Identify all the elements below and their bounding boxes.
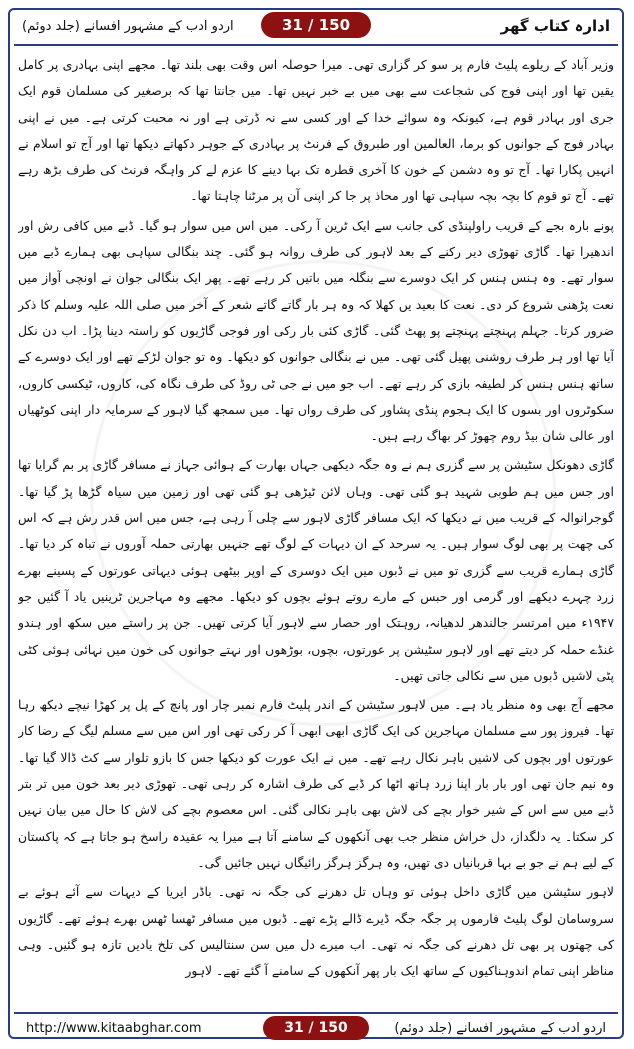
paragraph-2: پونے بارہ بجے کے قریب راولپنڈی کی جانب سے ایک ٹرین آ رکی۔ میں اس میں سوار ہو گیا۔ ڈبے میں کافی رش اور اندھیرا تھا۔ گاڑی تھوڑی دیر رکنے کے بعد لاہور کی طرف روانہ ہو گئی۔ چند بنگالی سپاہی بھی ہمارے ڈبے میں سوار تھے۔ وہ ہنس ہنس کر ایک دوسرے سے بنگلہ میں باتیں کر رہے تھے۔ پھر ایک بنگالی جوان نے اونچی آواز میں نعت پڑھنی شروع کر دی۔ نعت کا بعید یں کھلا کہ وہ ہر بار گاتے گاتے شعر کے آخر میں صلی اللہ علیہ وسلم کا ذکر ضرور کرتا۔ جہلم پہنچتے پہنچتے پو پھٹ گئی۔ گاڑی کئی بار رکی اور فوجی گاڑیوں کو راستہ دینا پڑا۔ اب دن نکل آیا تھا اور ہر طرف روشنی پھیل گئی تھی۔ میں نے بنگالی جوانوں کو دیکھا۔ وہ تو جوان لڑکے تھے اور ایک دوسرے کے ساتھ ہنس ہنس کر لطیفہ بازی کر رہے تھے۔ اب جو میں نے جی ٹی روڈ کی طرف نگاہ کی، کاروں، ٹیکسی کاروں، سکوٹروں اور بسوں کا ایک ہجوم پنڈی پشاور کی طرف رواں تھا۔ میں سمجھ گیا لاہور کے سرمایہ دار اپنی کوٹھیاں اور عالی شان بیڈ روم چھوڑ کر بھاگ رہے ہیں۔ [18,217,614,444]
book-title-footer: اردو ادب کے مشہور افسانے (جلد دوئم) [394,1020,606,1036]
paragraph-3: گاڑی دھونکل سٹیشن پر سے گزری ہم نے وہ جگہ دیکھی جہاں بھارت کے ہوائی جہاز نے مسافر گاڑی پر بم گرایا تھا اور جس میں ہم طوبی شہید ہو گئی تھی۔ وہاں لائن ٹیڑھی ہو گئی تھی اور زمین میں سیاہ گڑھا پڑ گیا تھا۔ گوجرانوالہ کے قریب میں نے دیکھا کہ ایک مسافر گاڑی لاہور سے چلی آ رہی ہے، جس میں اس قدر رش ہے کہ اس کی چھت پر بھی لوگ سوار ہیں۔ یہ سرحد کے ان دیہات کے لوگ تھے جنہیں بھارتی حملہ آوروں نے تباہ کر دیا تھا۔ گاڑی ہمارے قریب سے گزری تو میں نے ڈبوں میں ایک دوسری کے اوپر بیٹھی ہوئی دیہاتی عورتوں کے پسینے بھرے زرد چہرے دیکھے اور گرمی اور حبس کے مارے روتے ہوئے بچوں کو دیکھا۔ مجھے وہ مہاجرین ٹرینیں یاد آ گئیں جو ۱۹۴۷ء میں امرتسر جالندھر لدھیانہ، روہتک اور حصار سے لاہور آیا کرتی تھیں۔ جن پر راستے میں سکھ اور ہندو غنڈے حملہ کر دیتے تھے اور لاہور سٹیشن پر عورتوں، بچوں، بوڑھوں اور نہتے جوانوں کی خون میں نہائی ہوئی کٹی پٹی لاشیں ڈبوں میں سے نکالی جاتی تھیں۔ [18,457,614,683]
story-text [18,52,614,1004]
paragraph-5: لاہور سٹیشن میں گاڑی داخل ہوئی تو وہاں تل دھرنے کی جگہ نہ تھی۔ باڈر ایریا کے دیہات سے آئے ہوئے بے سروسامان لوگ پلیٹ فارموں پر جگہ جگہ ڈیرے ڈالے پڑے تھے۔ ڈبوں میں مسافر ٹھسا ٹھس بھرے ہوئے تھے۔ گاڑیوں کی چھتوں پر بھی تل دھرنے کی جگہ نہ تھی۔ اب میرے دل میں سن سنتالیس کی تلخ یادیں تازہ ہو گئیں۔ وہی مناظر اپنی تمام اندوہناکیوں کے ساتھ ایک بار پھر آنکھوں کے سامنے آ گئے تھے۔ لاہور [18,884,614,979]
page-number-badge-top: 31 / 150 [261,12,371,38]
header-divider [14,44,618,46]
page-number-badge-bottom: 31 / 150 [263,1016,369,1040]
paragraph-1: وزیر آباد کے ریلوے پلیٹ فارم پر سو کر گزاری تھی۔ میرا حوصلہ اس وقت بھی بلند تھا۔ مجھے اپنی بہادری پر کامل یقین تھا اور اپنی فوج کی شجاعت سے بھی میں بے خبر نہیں تھا۔ میں جانتا تھا کہ برصغیر کی مسلمان قوم ایک جری اور بہادر قوم ہے، کیونکہ وہ سوائے خدا کے اور کسی سے نہ ڈرتی ہے اور نہ محبت کرتی ہے۔ میں نے اپنی بہادر فوج کے جوانوں کو برما، العالمین اور طبروق کے فرنٹ پر بہادری کے جوہر دکھاتے دیکھا تھا اور آج تو اسلام نے انہیں پکارا تھا۔ آج تو وہ دشمن کے خون کا آخری قطرہ تک بہا دینے کا عزم لے کر واہگہ فرنٹ کی طرف بڑھ رہے تھے۔ آج تو قوم کا بچہ بچہ سپاہی تھا اور محاذ پر جا کر اپنی آن پر مرٹنا چاہتا تھا۔ [18,57,614,204]
paragraph-4: مجھے آج بھی وہ منظر یاد ہے۔ میں لاہور سٹیشن کے اندر پلیٹ فارم نمبر چار اور پانچ کے پل پر کھڑا نیچے دیکھ رہا تھا۔ فیروز پور سے مسلمان مہاجرین کی ایک گاڑی ابھی ابھی آ کر رکی تھی اور اس میں سے مسلم لیگ کے رضا کار عورتوں اور بچوں کی لاشیں باہر نکال رہے تھے۔ میں نے ایک عورت کو دیکھا جس کا بازو تلوار سے کٹ ڈالا گیا تھا۔ وہ نیم جان تھی اور بار بار اپنا زرد ہاتھ اٹھا کر ڈبے کی طرف اشارہ کر رہی تھی۔ تھوڑی دیر بعد خون میں تر بتر ڈبے میں سے اس کے شیر خوار بچے کی لاش بھی باہر نکالی گئی۔ اس معصوم بچے کی لاش کا حال میں بیان نہیں کر سکتا۔ یہ دلگداز، دل خراش منظر جب بھی آنکھوں کے سامنے آتا ہے میرا یہ عقیدہ راسخ ہو جاتا ہے کہ پاکستان کے لیے ہم نے جو بے بہا قربانیاں دی تھیں، وہ ہرگز ہرگز رائیگاں نہیں جائیں گی۔ [18,697,614,870]
publisher-name: ادارہ کتاب گھر [500,17,610,35]
book-title-header: اردو ادب کے مشہور افسانے (جلد دوئم) [22,18,234,34]
website-link[interactable]: http://www.kitaabghar.com [26,1020,202,1036]
